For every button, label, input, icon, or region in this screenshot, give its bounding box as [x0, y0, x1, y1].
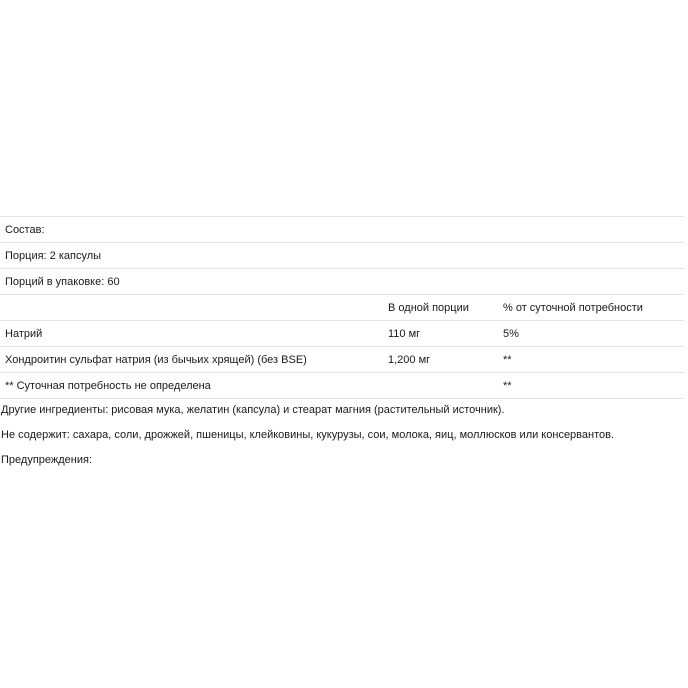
servings-per-container-row [0, 269, 684, 295]
table-header-row [0, 295, 684, 321]
header-amount: В одной порции [383, 295, 498, 321]
nutrient-amount: 1,200 мг [383, 347, 498, 373]
footnote-daily-value: ** [498, 373, 684, 399]
table-row [0, 373, 684, 399]
other-ingredients: Другие ингредиенты: рисовая мука, желатин (капсула) и стеарат магния (растительный источник). [1, 404, 505, 416]
supplement-facts-table [0, 216, 684, 399]
warnings-heading: Предупреждения: [1, 454, 93, 466]
nutrient-daily-value: 5% [498, 321, 684, 347]
footnote-text: ** Суточная потребность не определена [0, 373, 383, 399]
table-row [0, 347, 684, 373]
product-notes [1, 402, 685, 477]
serving-size: Порция: 2 капсулы [0, 243, 684, 269]
footnote-amount [383, 373, 498, 399]
nutrient-daily-value: ** [498, 347, 684, 373]
servings-per-container: Порций в упаковке: 60 [0, 269, 684, 295]
composition-row [0, 217, 684, 243]
serving-size-row [0, 243, 684, 269]
header-name-cell [0, 295, 383, 321]
nutrient-name: Хондроитин сульфат натрия (из бычьих хрящей) (без BSE) [0, 347, 383, 373]
header-daily-value: % от суточной потребности [498, 295, 684, 321]
nutrient-amount: 110 мг [383, 321, 498, 347]
table-row [0, 321, 684, 347]
does-not-contain: Не содержит: сахара, соли, дрожжей, пшеницы, клейковины, кукурузы, сои, молока, яиц, моллюсков или консервантов. [1, 429, 615, 441]
nutrient-name: Натрий [0, 321, 383, 347]
composition-label: Состав: [0, 217, 684, 243]
